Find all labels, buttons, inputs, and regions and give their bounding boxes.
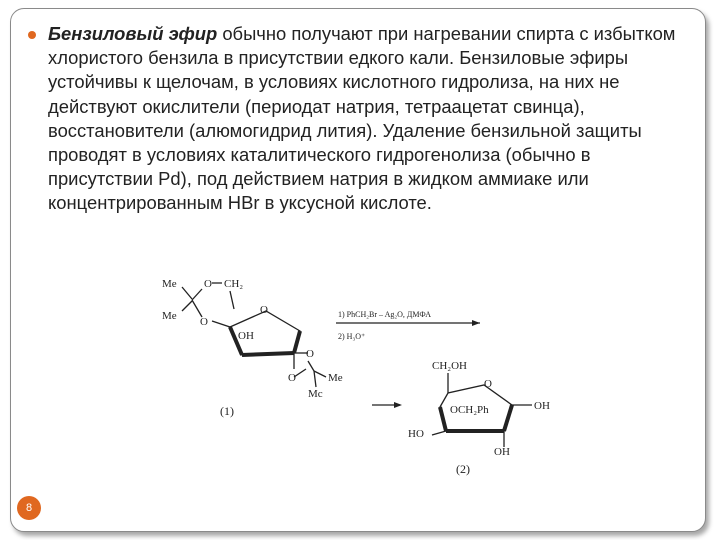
arrow-head-icon [472, 320, 480, 326]
bond [182, 301, 192, 311]
bold-bond [294, 331, 300, 353]
bullet-icon [28, 31, 36, 39]
key-term: Бензиловый эфир [48, 23, 218, 44]
atom-label: Me [162, 310, 177, 322]
atom-label: O [288, 372, 296, 384]
atom-label: O [260, 304, 268, 316]
compound-1-labels [162, 278, 343, 418]
compound-2-labels [408, 360, 550, 476]
atom-label: OH [534, 400, 550, 412]
atom-label: HO [408, 428, 424, 440]
bond [314, 371, 326, 377]
atom-label: Me [328, 372, 343, 384]
paragraph-body: обычно получают при нагревании спирта с избытком хлористого бензила в присутствии едкого кали. Бензиловые эфиры устойчивы к щелочам, в условиях кислотного гидролиза, на них не действуют окислители (периодат натрия, тетраацетат свинца), восстановители (алюмогидрид лития). Удаление бензильной защиты проводят в условиях каталитического гидрогенолиза (обычно в присутствии Pd), под действием натрия в жидком аммиаке или концентрированным HBr в уксусной кислоте. [48, 23, 676, 214]
arrow-head-icon [394, 402, 402, 408]
atom-label: OH [238, 330, 254, 342]
bold-bond [242, 353, 294, 355]
compound-label: (2) [456, 462, 470, 476]
atom-label: OCH₂Ph [450, 404, 489, 416]
atom-label: O [306, 348, 314, 360]
bond [182, 287, 192, 299]
atom-label: CH₂ [224, 278, 244, 290]
bond [192, 300, 202, 317]
atom-label: O [200, 316, 208, 328]
page-number-badge: 8 [17, 496, 41, 520]
bond [230, 291, 234, 309]
reagent-step-1: 1) PhCH₂Br – Ag₂O, ДМФА [338, 310, 431, 319]
bold-bond [504, 405, 512, 431]
compound-1 [182, 283, 326, 387]
atom-label: OH [494, 446, 510, 458]
bond [432, 431, 446, 435]
atom-label: Mc [308, 388, 323, 400]
slide-paragraph [48, 22, 698, 216]
reaction-conditions [336, 310, 480, 408]
bond [308, 361, 314, 371]
bond [314, 371, 316, 387]
compound-label: (1) [220, 404, 234, 418]
bond [212, 321, 230, 327]
atom-label: O [484, 378, 492, 390]
reaction-scheme [150, 265, 570, 485]
bold-bond [440, 407, 446, 431]
atom-label: Me [162, 278, 177, 290]
reagent-step-2: 2) H₃O⁺ [338, 332, 366, 341]
atom-label: O [204, 278, 212, 290]
atom-label: CH₂OH [432, 360, 468, 372]
bond [192, 289, 202, 300]
